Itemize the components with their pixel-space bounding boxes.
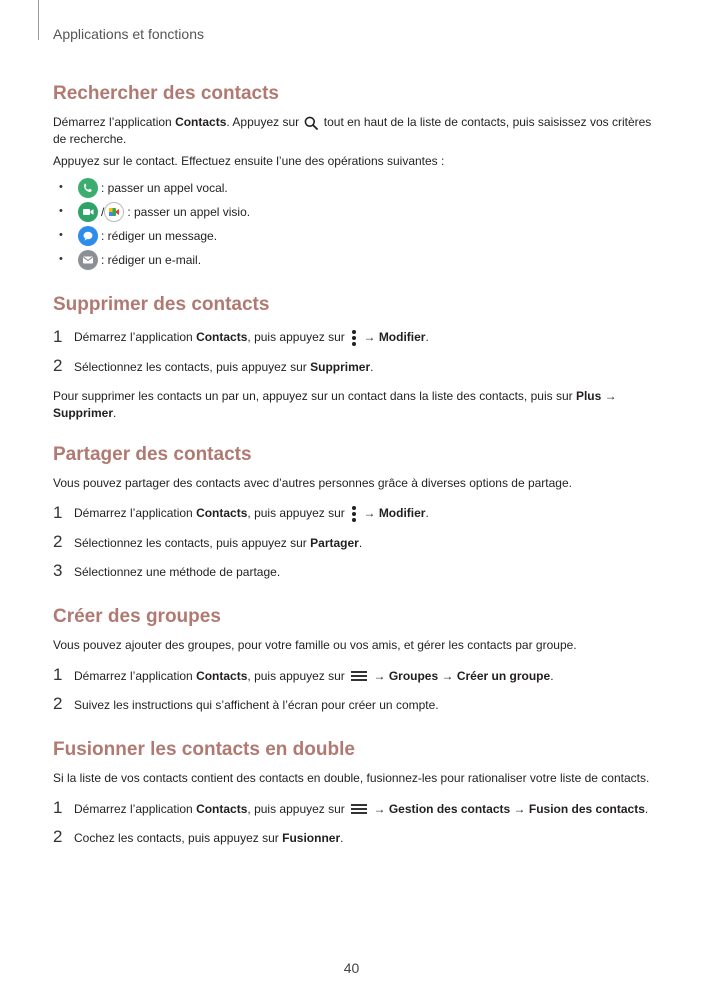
step-number: 2 — [53, 694, 63, 713]
step-list — [53, 664, 653, 717]
app-name: Contacts — [196, 330, 248, 345]
email-icon — [78, 250, 98, 270]
step-list — [53, 797, 653, 850]
section-title: Rechercher des contacts — [53, 83, 279, 104]
paragraph: Si la liste de vos contacts contient des contacts en double, fusionnez-les pour rationaliser votre liste de contacts. — [53, 771, 650, 785]
section-title: Supprimer des contacts — [53, 294, 270, 315]
more-options-icon — [351, 505, 357, 523]
arrow: → — [370, 801, 389, 816]
list-item — [53, 224, 653, 248]
step-number: 1 — [53, 798, 63, 817]
section-title: Partager des contacts — [53, 444, 252, 465]
section-title: Créer des groupes — [53, 606, 221, 627]
page-content — [53, 83, 653, 850]
meet-icon — [104, 202, 124, 222]
step-number: 2 — [53, 532, 63, 551]
menu-label: Gestion des contacts — [388, 801, 511, 816]
app-name: Contacts — [196, 668, 248, 683]
text: Sélectionnez les contacts, puis appuyez sur — [74, 535, 311, 550]
text: , puis appuyez sur — [247, 668, 349, 683]
menu-label: Supprimer — [53, 406, 114, 420]
separator: • / — [101, 204, 105, 219]
menu-label: Partager — [310, 535, 359, 550]
step-number: 2 — [53, 356, 63, 375]
text: Démarrez l’application — [74, 330, 197, 345]
text: Suivez les instructions qui s’affichent à l’écran pour créer un compte. — [74, 697, 439, 712]
list-item — [53, 200, 653, 224]
section-merge-duplicates — [53, 739, 653, 850]
text: Démarrez l’application — [74, 668, 197, 683]
step-item — [53, 797, 653, 821]
section-title: Fusionner les contacts en double — [53, 739, 355, 760]
step-number: 3 — [53, 561, 63, 580]
step-item — [53, 502, 653, 526]
header-rule — [38, 0, 39, 40]
note-paragraph — [53, 388, 653, 422]
text: Démarrez l’application — [53, 115, 176, 129]
text: . — [370, 359, 374, 374]
step-number: 2 — [53, 827, 63, 846]
text: . — [113, 406, 117, 420]
arrow: → — [360, 506, 379, 521]
section-search-contacts — [53, 83, 653, 272]
arrow: → — [360, 330, 379, 345]
video-call-icon — [78, 202, 98, 222]
step-item — [53, 531, 653, 555]
list-item-text: • : rédiger un message. — [101, 228, 218, 243]
page-header-title: Applications et fonctions — [53, 26, 204, 42]
menu-icon — [351, 670, 367, 682]
step-item — [53, 355, 653, 379]
menu-label: Modifier — [378, 330, 426, 345]
step-list — [53, 326, 653, 379]
arrow: → — [601, 389, 617, 403]
text: Démarrez l’application — [74, 506, 197, 521]
arrow: → — [510, 801, 529, 816]
text: Cochez les contacts, puis appuyez sur — [74, 830, 283, 845]
text: . — [358, 535, 363, 550]
text: . — [340, 830, 344, 845]
paragraph: Appuyez sur le contact. Effectuez ensuite l’une des opérations suivantes : — [53, 154, 445, 168]
text: . — [550, 668, 554, 683]
list-item — [53, 248, 653, 272]
menu-label: Supprimer — [310, 359, 371, 374]
section-delete-contacts — [53, 294, 653, 422]
text: . Appuyez sur — [226, 115, 303, 129]
step-number: 1 — [53, 327, 63, 346]
section-create-groups — [53, 606, 653, 717]
paragraph: Vous pouvez partager des contacts avec d’autres personnes grâce à diverses options de partage. — [53, 476, 572, 490]
text: . — [425, 506, 429, 521]
step-number: 1 — [53, 503, 63, 522]
menu-label: Modifier — [378, 506, 426, 521]
menu-label: Fusionner — [282, 830, 341, 845]
text: , puis appuyez sur — [247, 330, 349, 345]
menu-label: Plus — [575, 389, 602, 403]
phone-icon — [78, 178, 98, 198]
app-name: Contacts — [196, 801, 248, 816]
text: Pour supprimer les contacts un par un, appuyez sur un contact dans la liste des contacts, puis sur — [53, 389, 576, 403]
step-item — [53, 693, 653, 717]
page-number: 40 — [343, 960, 360, 976]
list-item-text: • : rédiger un e-mail. — [101, 252, 202, 267]
more-options-icon — [351, 329, 357, 347]
step-list — [53, 502, 653, 584]
list-item-text: : passer un appel visio. — [127, 204, 251, 219]
section-share-contacts — [53, 444, 653, 584]
paragraph: Vous pouvez ajouter des groupes, pour votre famille ou vos amis, et gérer les contacts par groupe. — [53, 638, 577, 652]
step-item — [53, 326, 653, 350]
paragraph — [53, 114, 653, 148]
action-list — [53, 176, 653, 272]
step-number: 1 — [53, 665, 63, 684]
text: . — [644, 801, 649, 816]
text: . — [425, 330, 429, 345]
list-item — [53, 176, 653, 200]
menu-label: Groupes — [388, 668, 439, 683]
text: tout en haut de la liste de contacts, puis saisissez vos critères de recherche. — [53, 115, 652, 146]
text: , puis appuyez sur — [247, 506, 349, 521]
arrow: → — [438, 668, 457, 683]
text: , puis appuyez sur — [247, 801, 349, 816]
step-item — [53, 664, 653, 688]
text: Démarrez l’application — [74, 801, 197, 816]
app-name: Contacts — [196, 506, 248, 521]
step-item — [53, 826, 653, 850]
menu-icon — [351, 803, 367, 815]
menu-label: Fusion des contacts — [528, 801, 645, 816]
search-icon — [304, 116, 318, 130]
menu-label: Créer un groupe — [456, 668, 551, 683]
step-item — [53, 560, 653, 584]
arrow: → — [370, 668, 389, 683]
text: Sélectionnez les contacts, puis appuyez sur — [74, 359, 311, 374]
message-icon — [78, 226, 98, 246]
list-item-text: • : passer un appel vocal. — [101, 180, 228, 195]
app-name: Contacts — [175, 115, 227, 129]
text: Sélectionnez une méthode de partage. — [74, 564, 281, 579]
